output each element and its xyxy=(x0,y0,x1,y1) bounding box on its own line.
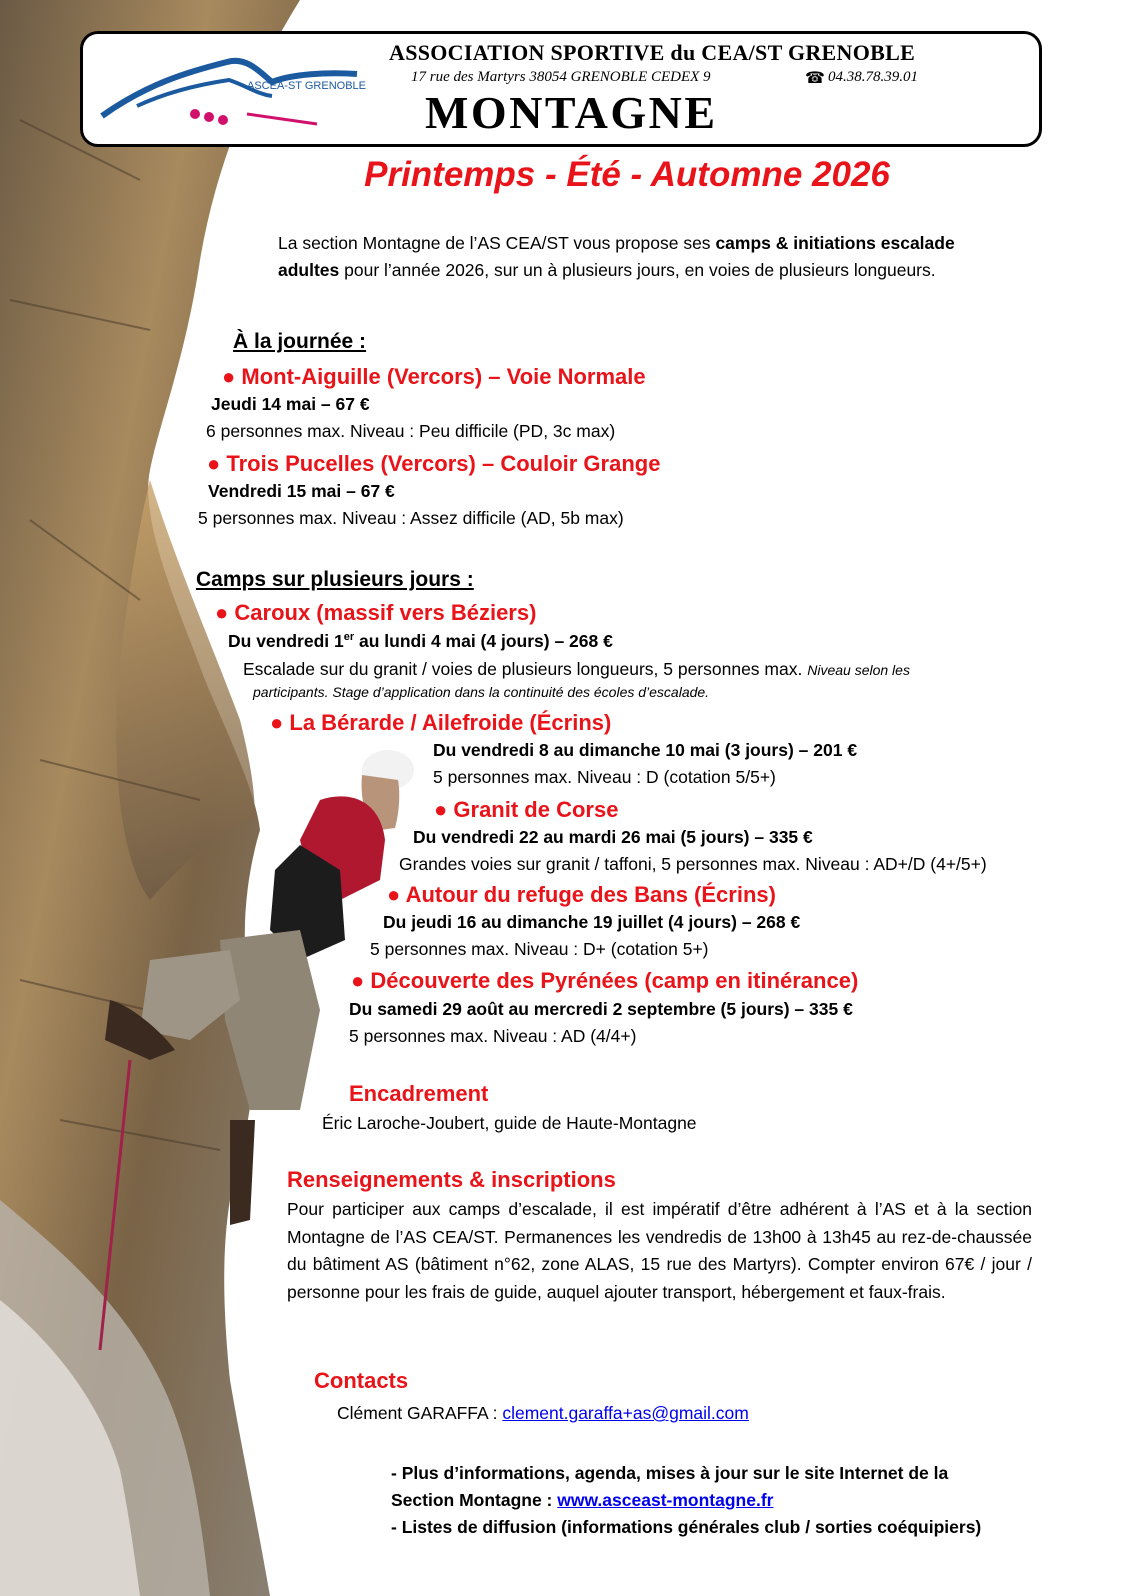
camp-details: Grandes voies sur granit / taffoni, 5 personnes max. Niveau : AD+/D (4+/5+) xyxy=(399,854,987,874)
renseignements-text: Pour participer aux camps d’escalade, il est impératif d’être adhérent à l’AS et à la section Montagne de l’AS CEA/ST. Permanences les vendredis de 13h00 à 13h45 au rez-de-chaussée du bâtiment AS (bâtiment n°62, zone ALAS, 15 rue des Martyrs). Compter environ 67€ / jour / personne pour les frais de guide, auquel ajouter transport, hébergement et faux-frais. xyxy=(287,1199,1032,1302)
association-name: ASSOCIATION SPORTIVE du CEA/ST GRENOBLE xyxy=(389,40,916,65)
trip-details: 5 personnes max. Niveau : Assez difficile (AD, 5b max) xyxy=(198,508,624,528)
trip-title: ● Mont-Aiguille (Vercors) – Voie Normale xyxy=(222,364,646,389)
renseignements-heading: Renseignements & inscriptions xyxy=(287,1167,616,1192)
trip-date: Jeudi 14 mai – 67 € xyxy=(211,394,370,414)
info-line: Section Montagne : www.asceast-montagne.fr xyxy=(391,1490,774,1510)
camp-note: participants. Stage d’application dans la continuité des écoles d’escalade. xyxy=(253,684,710,700)
header-box xyxy=(80,31,1042,147)
camp-title: ● Découverte des Pyrénées (camp en itinérance) xyxy=(351,968,859,993)
camp-date: Du samedi 29 août au mercredi 2 septembre (5 jours) – 335 € xyxy=(349,999,853,1019)
page-title: Printemps - Été - Automne 2026 xyxy=(364,155,890,194)
website-link[interactable]: www.asceast-montagne.fr xyxy=(557,1490,774,1510)
phone-number: 04.38.78.39.01 xyxy=(828,69,918,85)
camp-title: ● Autour du refuge des Bans (Écrins) xyxy=(387,882,776,907)
trip-title: ● Trois Pucelles (Vercors) – Couloir Grange xyxy=(207,451,661,476)
encadrement-text: Éric Laroche-Joubert, guide de Haute-Montagne xyxy=(322,1113,697,1133)
info-line: - Listes de diffusion (informations générales club / sorties coéquipiers) xyxy=(391,1517,982,1537)
camp-date: Du vendredi 8 au dimanche 10 mai (3 jours) – 201 € xyxy=(433,740,858,760)
camp-details: 5 personnes max. Niveau : D+ (cotation 5+) xyxy=(370,939,709,959)
camp-details: Escalade sur du granit / voies de plusieurs longueurs, 5 personnes max. Niveau selon les xyxy=(243,659,910,679)
camp-title: ● Caroux (massif vers Béziers) xyxy=(215,600,537,625)
contact-email-link[interactable]: clement.garaffa+as@gmail.com xyxy=(502,1403,749,1423)
logo-text: ASCEA-ST GRENOBLE xyxy=(247,80,366,92)
section-title: MONTAGNE xyxy=(425,87,718,138)
camps-heading: Camps sur plusieurs jours : xyxy=(196,568,474,591)
camp-details: 5 personnes max. Niveau : AD (4/4+) xyxy=(349,1026,637,1046)
info-line: - Plus d’informations, agenda, mises à jour sur le site Internet de la xyxy=(391,1463,949,1483)
association-address: 17 rue des Martyrs 38054 GRENOBLE CEDEX 9 xyxy=(411,69,711,85)
camp-title: ● Granit de Corse xyxy=(434,797,619,822)
intro-line-1: La section Montagne de l’AS CEA/ST vous propose ses camps & initiations escalade xyxy=(278,233,955,253)
day-trips-heading: À la journée : xyxy=(233,330,367,353)
camp-title: ● La Bérarde / Ailefroide (Écrins) xyxy=(270,710,612,735)
contacts-heading: Contacts xyxy=(314,1368,409,1393)
camp-date: Du jeudi 16 au dimanche 19 juillet (4 jours) – 268 € xyxy=(383,912,801,932)
phone-icon: ☎ xyxy=(805,70,825,87)
camp-date: Du vendredi 1er au lundi 4 mai (4 jours) – 268 € xyxy=(228,631,613,651)
trip-details: 6 personnes max. Niveau : Peu difficile (PD, 3c max) xyxy=(206,421,616,441)
intro-line-2: adultes pour l’année 2026, sur un à plusieurs jours, en voies de plusieurs longueurs. xyxy=(278,260,936,280)
trip-date: Vendredi 15 mai – 67 € xyxy=(208,481,395,501)
encadrement-heading: Encadrement xyxy=(349,1081,489,1106)
camp-details: 5 personnes max. Niveau : D (cotation 5/5+) xyxy=(433,767,776,787)
contact-line: Clément GARAFFA : clement.garaffa+as@gmail.com xyxy=(337,1403,749,1423)
camp-date: Du vendredi 22 au mardi 26 mai (5 jours) – 335 € xyxy=(413,827,813,847)
